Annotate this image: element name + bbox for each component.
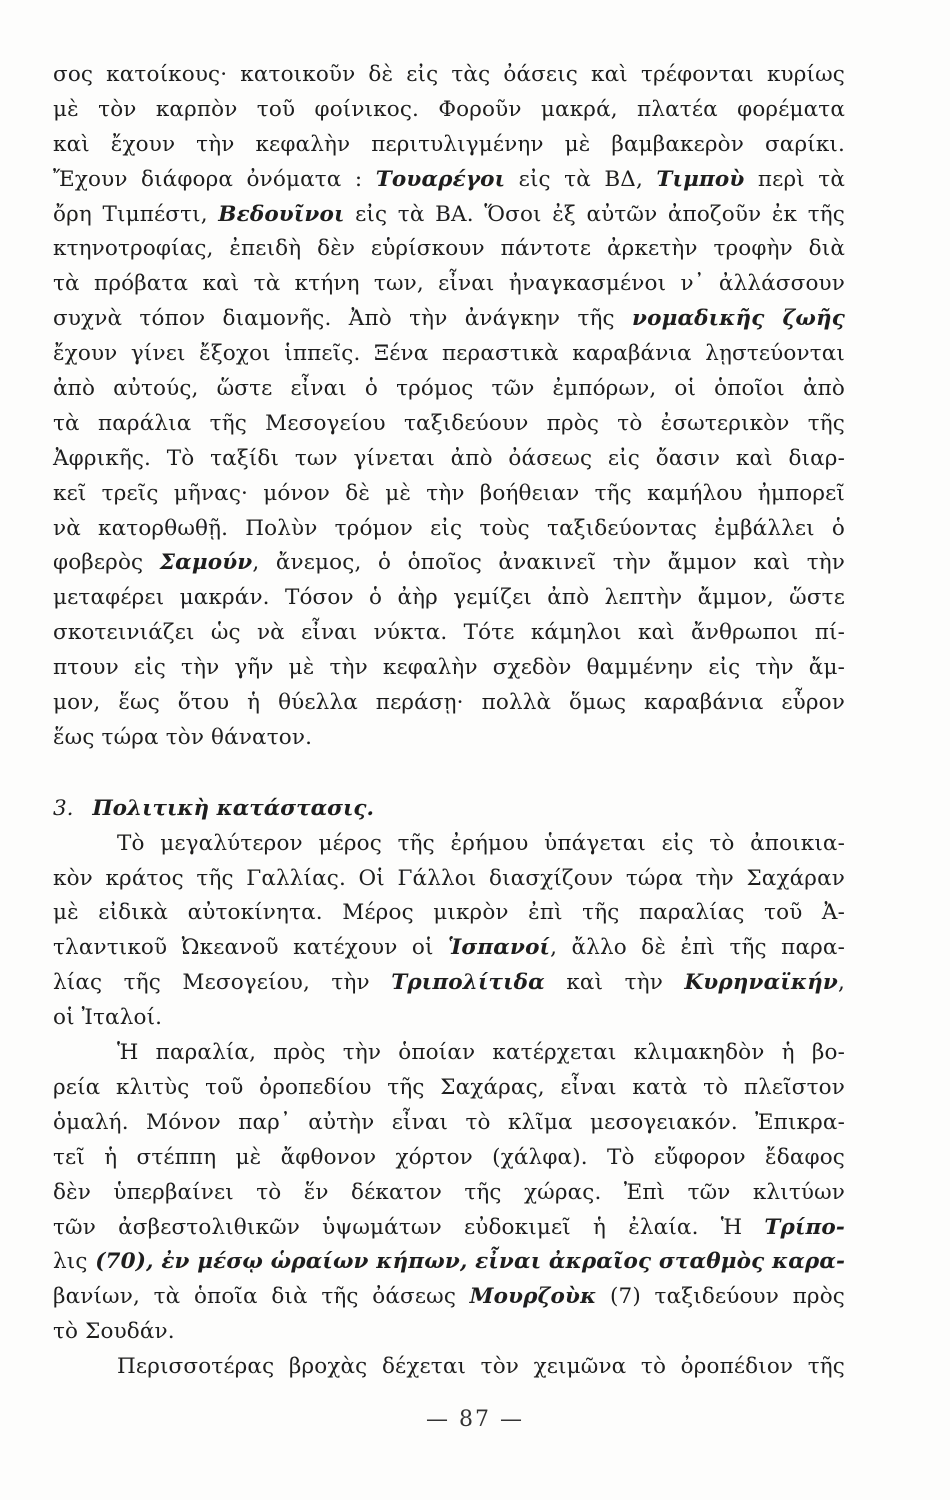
line-text: λις <box>53 1249 88 1275</box>
text-line <box>53 1001 845 1036</box>
line-text: καὶ ἔχουν τὴν κεφαλὴν περιτυλιγμένην μὲ βαμβακερὸν σαρίκι. <box>53 131 845 157</box>
emphasized-term: Σαμούν <box>159 550 253 576</box>
line-text: δὲν ὑπερβαίνει τὸ ἕν δέκατον τῆς χώρας. Ἐπὶ τῶν κλιτύων <box>53 1179 845 1205</box>
line-text: καὶ τὴν <box>544 970 685 996</box>
text-line <box>53 372 845 407</box>
text-line <box>53 1141 845 1176</box>
text-line <box>53 616 845 651</box>
emphasized-term: Κυρηναϊκήν <box>684 970 838 996</box>
body-text <box>53 58 845 1385</box>
line-text: (7) ταξιδεύουν πρὸς <box>596 1284 845 1310</box>
line-text: ἔχουν γίνει ἔξοχοι ἱππεῖς. Ξένα περαστικὰ καραβάνια λῃστεύονται <box>53 341 845 367</box>
line-text: Τὸ μεγαλύτερον μέρος τῆς ἐρήμου ὑπάγεται εἰς τὸ ἀποικια- <box>117 830 845 856</box>
text-line <box>53 1106 845 1141</box>
text-line <box>53 721 845 756</box>
line-text: κεῖ τρεῖς μῆνας· μόνον δὲ μὲ τὴν βοήθειαν τῆς καμήλου ἠμπορεῖ <box>53 480 845 506</box>
emphasized-term: νομαδικῆς ζωῆς <box>632 306 845 332</box>
text-line <box>53 477 845 512</box>
text-line <box>53 58 845 93</box>
section-number: 3. <box>53 795 74 821</box>
line-text: μὲ τὸν καρπὸν τοῦ φοίνικος. Φοροῦν μακρά, πλατέα φορέματα <box>53 96 845 122</box>
text-line <box>53 1071 845 1106</box>
line-text: μεταφέρει μακράν. Τόσον ὁ ἀὴρ γεμίζει ἀπὸ λεπτὴν ἄμμον, ὥστε <box>53 585 845 611</box>
line-text: βανίων, τὰ ὁποῖα διὰ τῆς ὀάσεως <box>53 1284 470 1310</box>
emphasized-term: Τρίπο- <box>764 1214 845 1240</box>
line-text: τὸ Σουδάν. <box>53 1319 175 1345</box>
line-text: σος κατοίκους· κατοικοῦν δὲ εἰς τὰς ὀάσεις καὶ τρέφονται κυρίως <box>53 62 845 87</box>
text-line <box>53 93 845 128</box>
line-text: περὶ τὰ <box>744 166 846 192</box>
line-text: φοβερὸς <box>53 550 160 576</box>
page-number: — 87 — <box>426 1407 524 1432</box>
paragraph-people <box>53 58 845 756</box>
line-text: ὁμαλή. Μόνον παρ᾽ αὐτὴν εἶναι τὸ κλῖμα μεσογειακόν. Ἐπικρα- <box>53 1109 845 1135</box>
line-text: τὰ παράλια τῆς Μεσογείου ταξιδεύουν πρὸς τὸ ἐσωτερικὸν τῆς <box>53 410 845 436</box>
text-line <box>53 862 845 897</box>
text-line <box>53 407 845 442</box>
line-text: τὰ πρόβατα καὶ τὰ κτήνη των, εἶναι ἠναγκασμένοι ν᾽ ἀλλάσσουν <box>53 271 845 297</box>
line-text: ρεία κλιτὺς τοῦ ὀροπεδίου τῆς Σαχάρας, εἶναι κατὰ τὸ πλεῖστον <box>53 1074 845 1100</box>
emphasized-term: Μουρζοὺκ <box>469 1284 597 1310</box>
paragraph-plateau <box>53 1350 845 1385</box>
line-text: κὸν κράτος τῆς Γαλλίας. Οἱ Γάλλοι διασχίζουν τώρα τὴν Σαχάραν <box>53 865 845 891</box>
section-heading <box>53 792 845 827</box>
text-line <box>53 1245 845 1280</box>
text-line <box>53 1315 845 1350</box>
line-text: Ἔχουν διάφορα ὀνόματα : <box>53 166 376 192</box>
text-line <box>53 1211 845 1246</box>
paragraph-coast <box>53 1036 845 1350</box>
text-line <box>53 1350 845 1385</box>
line-text: Ἀφρικῆς. Τὸ ταξίδι των γίνεται ἀπὸ ὀάσεως εἰς ὄασιν καὶ διαρ- <box>53 445 845 471</box>
text-line <box>53 686 845 721</box>
text-line <box>53 267 845 302</box>
emphasized-term: Τριπολίτιδα <box>391 970 545 996</box>
line-text: λίας τῆς Μεσογείου, τὴν <box>53 970 392 996</box>
line-text: τῶν ἀσβεστολιθικῶν ὑψωμάτων εὐδοκιμεῖ ἡ ἐλαία. Ἡ <box>53 1214 765 1240</box>
line-text: εἰς τὰ ΒΑ. Ὅσοι ἐξ αὐτῶν ἀποζοῦν ἐκ τῆς <box>344 201 845 227</box>
text-line <box>53 198 845 233</box>
line-text: ἕως τώρα τὸν θάνατον. <box>53 724 313 750</box>
emphasized-term: Τουαρέγοι <box>375 166 506 192</box>
line-text: πτουν εἰς τὴν γῆν μὲ τὴν κεφαλὴν σχεδὸν θαμμένην εἰς τὴν ἄμ- <box>53 655 845 681</box>
text-line <box>53 1280 845 1315</box>
line-text: ὄρη Τιμπέστι, <box>53 201 219 227</box>
text-line <box>53 337 845 372</box>
line-text: εἰς τὰ ΒΔ, <box>505 166 657 192</box>
line-text: νὰ κατορθωθῇ. Πολὺν τρόμον εἰς τοὺς ταξιδεύοντας ἐμβάλλει ὁ <box>53 515 845 541</box>
emphasized-term: (70), ἐν μέσῳ ὡραίων κήπων, εἶναι ἀκραῖος σταθμὸς καρα- <box>87 1249 846 1275</box>
section-title: Πολιτικὴ κατάστασις. <box>92 795 374 821</box>
line-text: συχνὰ τόπον διαμονῆς. Ἀπὸ τὴν ἀνάγκην τῆς <box>53 306 633 332</box>
section-gap <box>53 756 845 792</box>
text-line <box>53 442 845 477</box>
line-text: μον, ἕως ὅτου ἡ θύελλα περάσῃ· πολλὰ ὅμως καραβάνια εὗρον <box>53 690 845 716</box>
line-text: Περισσοτέρας βροχὰς δέχεται τὸν χειμῶνα τὸ ὀροπέδιον τῆς <box>117 1354 845 1380</box>
line-text: οἱ Ἰταλοί. <box>53 1005 163 1031</box>
text-line <box>53 512 845 547</box>
line-text: Ἡ παραλία, πρὸς τὴν ὁποίαν κατέρχεται κλιμακηδὸν ἡ βο- <box>117 1040 845 1066</box>
line-text: τλαντικοῦ Ὠκεανοῦ κατέχουν οἱ <box>53 935 448 961</box>
paragraph-political-status <box>53 827 845 1036</box>
line-text: κτηνοτροφίας, ἐπειδὴ δὲν εὑρίσκουν πάντοτε ἀρκετὴν τροφὴν διὰ <box>53 236 845 262</box>
text-line <box>53 163 845 198</box>
line-text: μὲ εἰδικὰ αὐτοκίνητα. Μέρος μικρὸν ἐπὶ τῆς παραλίας τοῦ Ἀ- <box>53 900 845 926</box>
text-line <box>53 581 845 616</box>
text-line <box>53 966 845 1001</box>
text-line <box>53 827 845 862</box>
line-text: τεῖ ἡ στέππη μὲ ἄφθονον χόρτον (χάλφα). Τὸ εὔφορον ἔδαφος <box>53 1144 845 1170</box>
line-text: , ἄλλο δὲ ἐπὶ τῆς παρα- <box>550 935 846 961</box>
text-line <box>53 128 845 163</box>
line-text: , <box>838 970 845 996</box>
text-line <box>53 1176 845 1211</box>
line-text: ἀπὸ αὐτούς, ὥστε εἶναι ὁ τρόμος τῶν ἐμπόρων, οἱ ὁποῖοι ἀπὸ <box>53 376 845 402</box>
line-text: σκοτεινιάζει ὡς νὰ εἶναι νύκτα. Τότε κάμηλοι καὶ ἄνθρωποι πί- <box>53 620 845 646</box>
text-line <box>53 1036 845 1071</box>
text-line <box>53 896 845 931</box>
text-line <box>53 931 845 966</box>
line-text: , ἄνεμος, ὁ ὁποῖος ἀνακινεῖ τὴν ἄμμον καὶ τὴν <box>252 550 846 576</box>
text-line <box>53 651 845 686</box>
text-line <box>53 546 845 581</box>
text-line <box>53 302 845 337</box>
emphasized-term: Βεδουῖνοι <box>218 201 345 227</box>
emphasized-term: Ἱσπανοί <box>448 935 551 961</box>
text-line <box>53 232 845 267</box>
emphasized-term: Τιμποὺ <box>656 166 745 192</box>
